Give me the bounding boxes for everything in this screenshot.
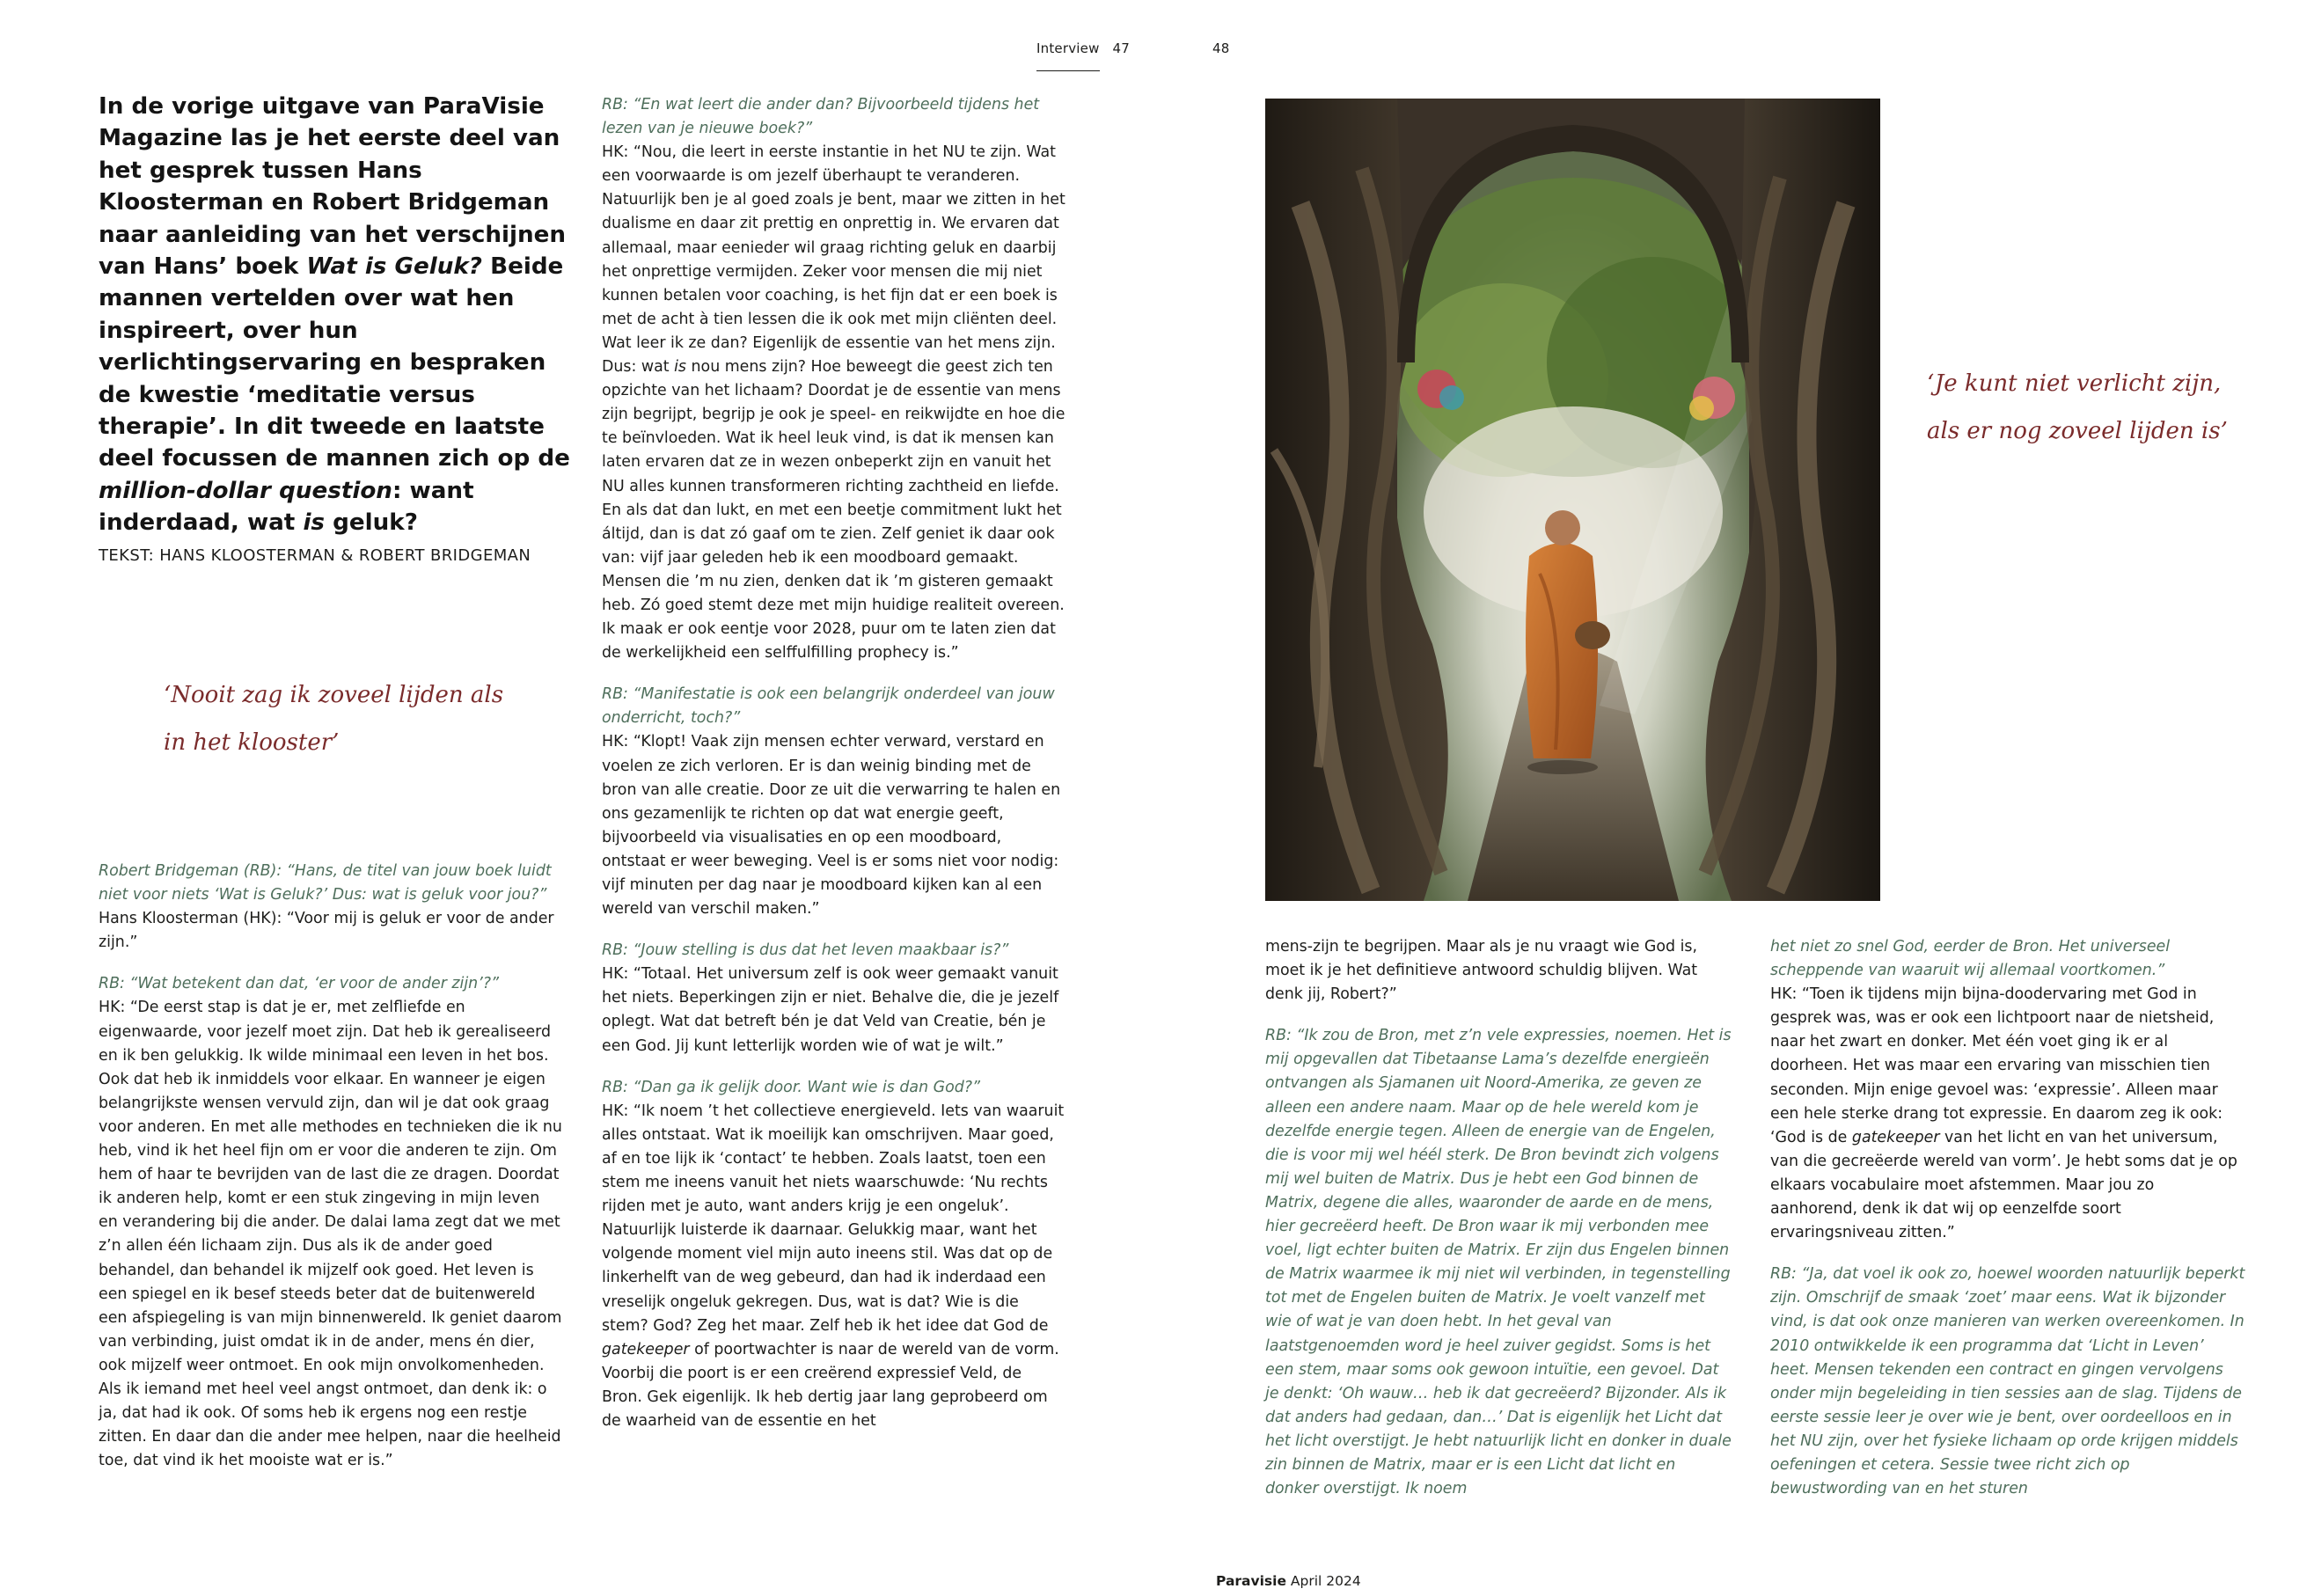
footer (1216, 1573, 1361, 1589)
question: RB: “Wat betekent dan dat, ‘er voor de ander zijn’?” (99, 975, 499, 993)
page-number-right: 48 (1212, 40, 1230, 56)
question: RB: “En wat leert die ander dan? Bijvoorbeeld tijdens het lezen van je nieuwe boek?” (602, 96, 1040, 138)
pull-quote-left: ‘Nooit zag ik zoveel lijden als in het klooster’ (164, 682, 504, 756)
column-1 (99, 860, 563, 1473)
footer-brand: Paravisie (1216, 1573, 1286, 1589)
section-label: Interview (1036, 40, 1100, 56)
column-2 (602, 93, 1066, 1433)
question: RB: “Ja, dat voel ik ook zo, hoewel woorden natuurlijk beperkt zijn. Omschrijf de smaak ‘zoet’ maar eens. Wat ik bijzonder vind, is dat ook onze manieren van werken overeenkomen. In 2010 ontwikkelde ik een programma dat ‘Licht in Leven’ heet. Mensen tekenden een contract en gingen vervolgens onder mijn begeleiding in tien sessies aan de slag. Tijdens de eerste sessie leer je over wie je bent, over oordeelloos en in het NU zijn, over het fysieke lichaam op orde krijgen middels oefeningen et cetera. Sessie twee richt zich op bewustwording van en het sturen (1770, 1265, 2245, 1498)
answer: HK: “Nou, die leert in eerste instantie in het NU te zijn. Wat een voorwaarde is om jezelf überhaupt te veranderen. Natuurlijk ben je al goed zoals je bent, maar we zitten in het dualisme en daar zit prettig en onprettig in. We ervaren dat allemaal, maar eenieder wil graag richting geluk en daarbij het onprettige vermijden. Zeker voor mensen die mij niet kunnen betalen voor coaching, is het fijn dat er een boek is met de acht à tien lessen die ik ook met mijn cliënten deel. Wat leer ik ze dan? Eigenlijk de essentie van het mens zijn. Dus: wat is nou mens zijn? Hoe beweegt die geest zich ten opzichte van het lichaam? Doordat je de essentie van mens zijn begrijpt, begrijp je ook je speel- en reikwijdte en hoe die te beïnvloeden. Wat ik heel leuk vind, is dat ik mensen kan laten ervaren dat ze in wezen onbeperkt zijn en vanuit het NU alles kunnen transformeren richting zachtheid en liefde. En als dat dan lukt, en met een beetje commitment lukt het áltijd, dan is dat zó gaaf om te zien. Zelf geniet ik daar ook van: vijf jaar geleden heb ik een moodboard gemaakt. Mensen die ’m nu zien, denken dat ik ’m gisteren gemaakt heb. Zó goed stemt deze met mijn huidige realiteit overeen. Ik maak er ook eentje voor 2028, puur om te laten zien dat de werkelijkheid een selffulfilling prophecy is.” (602, 143, 1065, 663)
running-header (1036, 40, 1130, 56)
answer: mens-zijn te begrijpen. Maar als je nu vraagt wie God is, moet ik je het definitieve antwoord schuldig blijven. Wat denk jij, Robert?” (1265, 938, 1698, 1004)
pull-quote-right: ‘Je kunt niet verlicht zijn, als er nog zoveel lijden is’ (1927, 370, 2228, 444)
monk-archway-photo (1265, 99, 1880, 901)
answer: HK: “Ik noem ’t het collectieve energieveld. Iets van waaruit alles ontstaat. Wat ik moeilijk kan omschrijven. Maar goed, af en toe lijk ik ‘contact’ te hebben. Zoals laatst, toen een stem me ineens vanuit het niets waarschuwde: ‘Nu rechts rijden met je auto, want anders krijg je een ongeluk’. Natuurlijk luisterde ik daarnaar. Gelukkig maar, want het volgende moment viel mijn auto ineens stil. Was dat op de linkerhelft van de weg gebeurd, dan had ik inderdaad een vreselijk ongeluk gekregen. Dus, wat is dat? Wie is die stem? God? Zeg het maar. Zelf heb ik het idee dat God de gatekeeper of poortwachter is naar de wereld van de vorm. Voorbij die poort is er een creërend expressief Veld, de Bron. Gek eigenlijk. Ik heb dertig jaar lang geprobeerd om de waarheid van de essentie en het (602, 1102, 1065, 1430)
question: het niet zo snel God, eerder de Bron. Het universeel scheppende van waaruit wij allemaal voortkomen.” (1770, 938, 2171, 980)
answer: HK: “Totaal. Het universum zelf is ook weer gemaakt vanuit het niets. Beperkingen zijn er niet. Behalve die, die je jezelf oplegt. Wat dat betreft bén je dat Veld van Creatie, bén je een God. Jij kunt letterlijk worden wie of wat je wilt.” (602, 965, 1059, 1055)
question: RB: “Manifestatie is ook een belangrijk onderdeel van jouw onderricht, toch?” (602, 685, 1055, 728)
question: RB: “Jouw stelling is dus dat het leven maakbaar is?” (602, 941, 1009, 960)
intro-lead: In de vorige uitgave van ParaVisie Magazine las je het eerste deel van het gesprek tussen Hans Kloosterman en Robert Bridgeman naar aanleiding van het verschijnen van Hans’ boek Wat is Geluk? Beide mannen vertelden over wat hen inspireert, over hun verlichtingservaring en bespraken de kwestie ‘meditatie versus therapie’. In dit tweede en laatste deel focussen de mannen zich op de million-dollar question: want inderdaad, wat is geluk? (99, 93, 570, 537)
question: RB: “Dan ga ik gelijk door. Want wie is dan God?” (602, 1078, 981, 1096)
answer: HK: “Toen ik tijdens mijn bijna-doodervaring met God in gesprek was, was er ook een lichtpoort naar de nietsheid, naar het zwart en donker. Met één voet ging ik er al doorheen. Het was maar een ervaring van misschien tien seconden. Mijn enige gevoel was: ‘expressie’. Alleen maar een hele sterke drang tot expressie. En daarom zeg ik ook: ‘God is de gatekeeper van het licht en van het universum, van die gecreëerde wereld van vorm’. Je hebt soms dat je op elkaars vocabulaire moet afstemmen. Maar jou zo aanhorend, denk ik dat wij op eenzelfde soort ervaringsniveau zitten.” (1770, 985, 2237, 1242)
answer: Hans Kloosterman (HK): “Voor mij is geluk er voor de ander zijn.” (99, 910, 554, 952)
column-4 (1770, 935, 2245, 1501)
column-3 (1265, 935, 1732, 1501)
byline: TEKST: HANS KLOOSTERMAN & ROBERT BRIDGEMAN (99, 546, 531, 565)
page-number-left: 47 (1112, 40, 1130, 56)
answer: HK: “Klopt! Vaak zijn mensen echter verward, verstard en voelen ze zich verloren. Er is dan weinig binding met de bron van alle creatie. Door ze uit die verwarring te halen en ons gezamenlijk te richten op dat wat energie geeft, bijvoorbeeld via visualisaties en op een moodboard, ontstaat er weer beweging. Veel is er soms niet voor nodig: vijf minuten per dag naar je moodboard kijken kan al een wereld van verschil maken.” (602, 733, 1061, 919)
answer: HK: “De eerst stap is dat je er, met zelfliefde en eigenwaarde, voor jezelf moet zijn. Dat heb ik gerealiseerd en ik ben gelukkig. Ik wilde minimaal een leven in het bos. Ook dat heb ik inmiddels voor elkaar. En wanneer je eigen belangrijkste wensen vervuld zijn, dan wil je dat ook graag voor anderen. En met alle methodes en technieken die ik nu heb, vind ik het heel fijn om er voor die anderen te zijn. Om hem of haar te bevrijden van de last die ze dragen. Doordat ik anderen help, komt er een stuk zingeving in mijn leven en verandering bij die ander. De dalai lama zegt dat we met z’n allen één lichaam zijn. Dus als ik de ander goed behandel, dan behandel ik mijzelf ook goed. Het leven is een spiegel en ik besef steeds beter dat de buitenwereld een afspiegeling is van mijn binnenwereld. Ik geniet daarom van verbinding, juist omdat ik in de ander, mens én dier, ook mijzelf weer ontmoet. En ook mijn onvolkomenheden. Als ik iemand met heel veel angst ontmoet, dan denk ik: o ja, dat had ik ook. Of soms heb ik ergens nog een restje zitten. En daar dan die ander mee helpen, naar die heelheid toe, dat vind ik het mooiste wat er is.” (99, 999, 562, 1470)
question: Robert Bridgeman (RB): “Hans, de titel van jouw boek luidt niet voor niets ‘Wat is Geluk?’ Dus: wat is geluk voor jou?” (99, 862, 552, 904)
footer-date: April 2024 (1290, 1573, 1361, 1589)
header-rule (1036, 70, 1100, 71)
question: RB: “Ik zou de Bron, met z’n vele expressies, noemen. Het is mij opgevallen dat Tibetaanse Lama’s dezelfde energieën ontvangen als Sjamanen uit Noord-Amerika, ze geven ze alleen een andere naam. Maar op de hele wereld kom je dezelfde energie tegen. Alleen de energie van de Engelen, die is voor mij wel héél sterk. De Bron bevindt zich volgens mij wel buiten de Matrix. Dus je hebt een God binnen de Matrix, degene die alles, waaronder de aarde en de mens, hier gecreëerd heeft. De Bron waar ik mij verbonden mee voel, ligt echter buiten de Matrix. Er zijn dus Engelen binnen de Matrix waarmee ik mij niet wil verbinden, in tegenstelling tot met de Engelen buiten de Matrix. Je voelt vanzelf met wie of wat je van doen hebt. In het geval van laatstgenoemden word je heel zuiver gegidst. Soms is het een stem, maar soms ook gewoon intuïtie, een gevoel. Dat je denkt: ‘Oh wauw… heb ik dat gecreëerd? Bijzonder. Als ik dat anders had gedaan, dan…’ Dat is eigenlijk het Licht dat het licht overstijgt. Je hebt natuurlijk licht en donker in duale zin binnen de Matrix, maar er is een Licht dat licht en donker overstijgt. Ik noem (1265, 1027, 1732, 1498)
